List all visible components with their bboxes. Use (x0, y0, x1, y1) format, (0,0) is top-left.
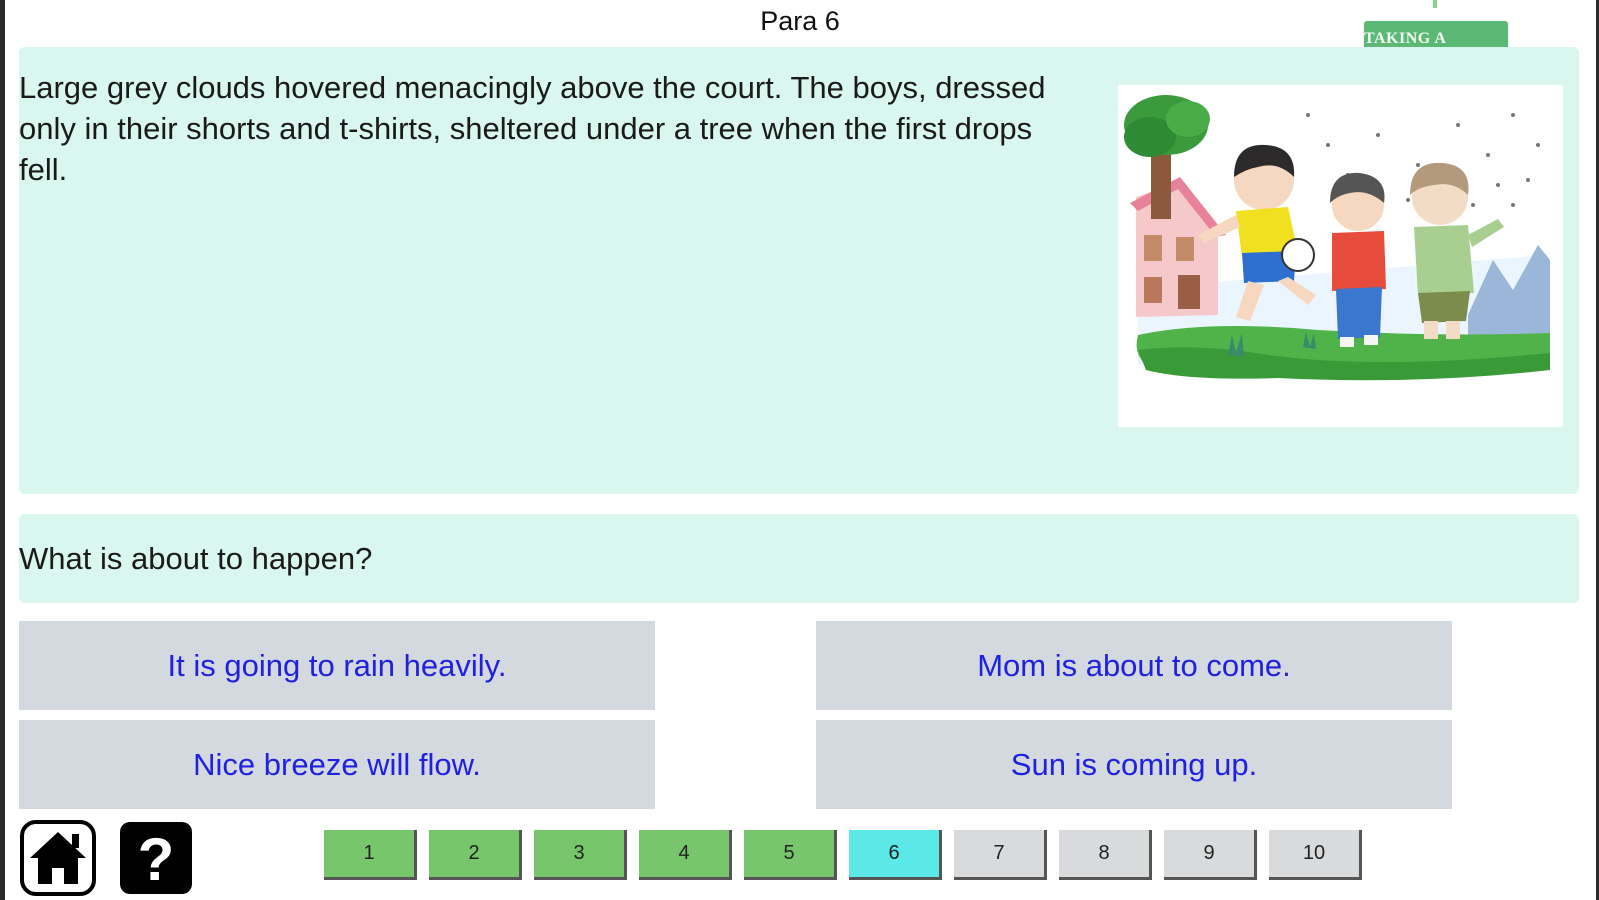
page-button-2[interactable]: 2 (429, 830, 522, 880)
story-illustration (1118, 85, 1563, 427)
window-left-border (0, 0, 5, 900)
page-button-5[interactable]: 5 (744, 830, 837, 880)
page-button-10[interactable]: 10 (1269, 830, 1362, 880)
page-button-9[interactable]: 9 (1164, 830, 1257, 880)
taking-a-break-button[interactable]: TAKING A (1364, 21, 1508, 74)
help-button[interactable] (118, 820, 194, 896)
page-button-1[interactable]: 1 (324, 830, 417, 880)
boys-in-rain-illustration (1118, 85, 1563, 427)
answer-option-4[interactable]: Sun is coming up. (816, 720, 1452, 809)
page-button-7[interactable]: 7 (954, 830, 1047, 880)
answer-option-3[interactable]: Nice breeze will flow. (19, 720, 655, 809)
answer-option-1[interactable]: It is going to rain heavily. (19, 621, 655, 710)
help-icon (118, 820, 194, 896)
question-panel (19, 514, 1579, 603)
question-text: What is about to happen? (19, 540, 373, 576)
page-button-6[interactable]: 6 (849, 830, 942, 880)
answer-option-2[interactable]: Mom is about to come. (816, 621, 1452, 710)
home-icon (20, 820, 96, 896)
passage-panel (19, 47, 1579, 494)
svg-text:?: ? (137, 826, 175, 893)
break-indicator (1433, 0, 1437, 8)
home-button[interactable] (20, 820, 96, 896)
page-button-8[interactable]: 8 (1059, 830, 1152, 880)
page-button-3[interactable]: 3 (534, 830, 627, 880)
page-button-4[interactable]: 4 (639, 830, 732, 880)
page-title: Para 6 (760, 6, 840, 36)
passage-text: Large grey clouds hovered menacingly above the court. The boys, dressed only in their shorts and t-shirts, sheltered under a tree when the first drops fell. (19, 70, 1046, 187)
